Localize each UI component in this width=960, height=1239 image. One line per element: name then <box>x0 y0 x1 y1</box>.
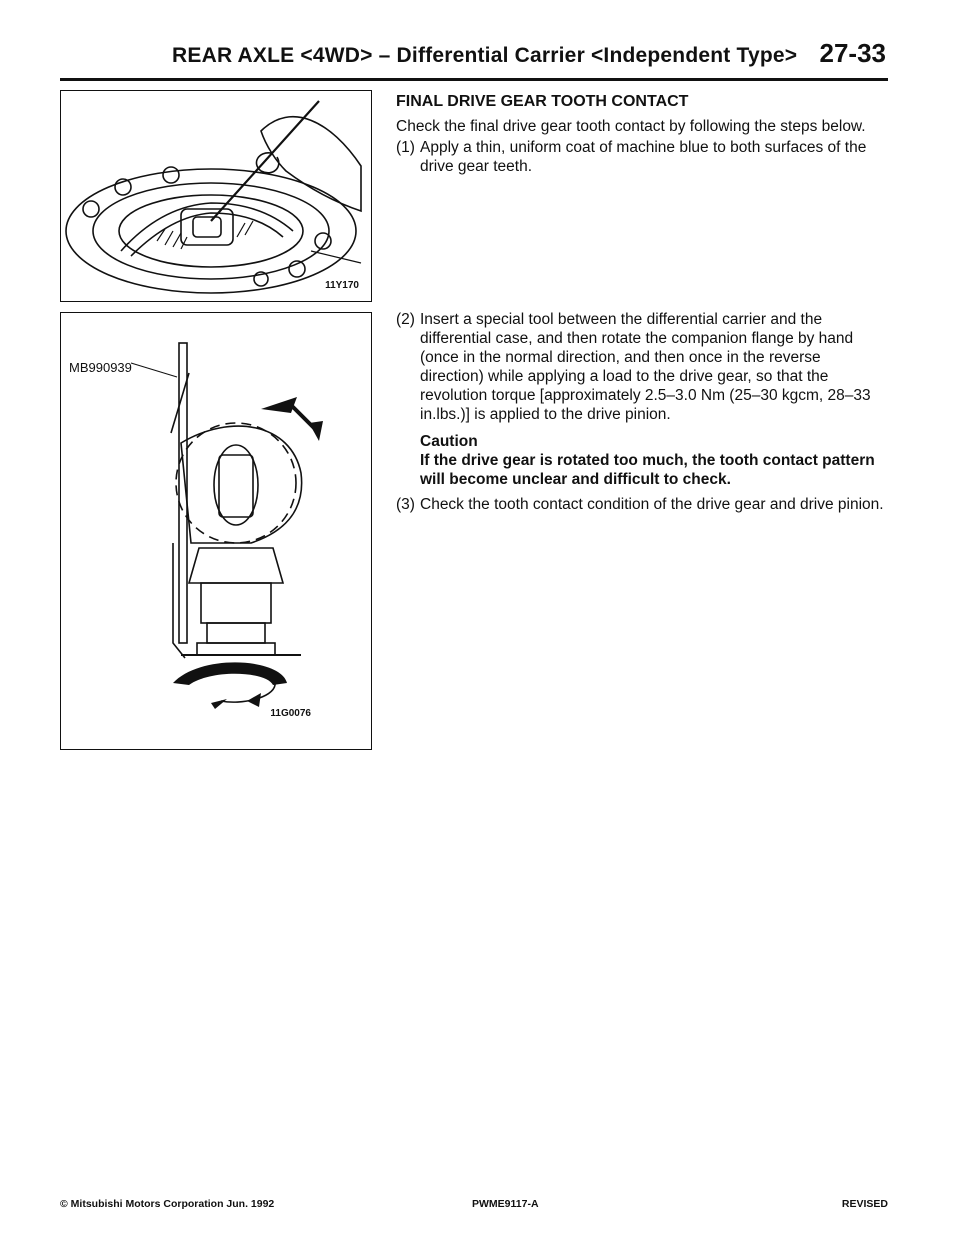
figure2-code: 11G0076 <box>270 708 311 719</box>
page-header <box>60 38 888 81</box>
figure-special-tool <box>60 312 372 750</box>
page-number: 27-33 <box>819 38 886 68</box>
footer-copyright: © Mitsubishi Motors Corporation Jun. 1992 <box>60 1198 275 1210</box>
tool-label: MB990939 <box>69 360 132 375</box>
step-text: Apply a thin, uniform coat of machine blue to both surfaces of the drive gear teeth. <box>420 139 867 175</box>
header-title: REAR AXLE <4WD> – Differential Carrier <Independent Type> <box>172 44 798 67</box>
step-2 <box>396 310 888 424</box>
gear-coating-illustration <box>61 91 371 301</box>
section-heading: FINAL DRIVE GEAR TOOTH CONTACT <box>396 93 689 110</box>
step-text: Insert a special tool between the differential carrier and the differential case, and then rotate the companion flange by hand (once in the normal direction, and then once in the reverse direction) while applying a load to the drive gear, so that the revolution torque [approximately 2.5–3.0 Nm (25–30 kgcm, 28–33 in.lbs.)] is applied to the drive pinion. <box>420 311 871 423</box>
special-tool-illustration <box>61 313 371 749</box>
caution-title: Caution <box>420 433 478 450</box>
footer-status: REVISED <box>841 1198 888 1210</box>
step-number: (1) <box>396 139 415 156</box>
figure-gear-coating <box>60 90 372 302</box>
step-text: Check the tooth contact condition of the drive gear and drive pinion. <box>420 496 884 513</box>
figure1-code: 11Y170 <box>325 280 359 291</box>
section-steps-continued <box>396 310 888 514</box>
section-intro: Check the final drive gear tooth contact by following the steps below. <box>396 118 866 135</box>
step-3 <box>396 495 888 514</box>
footer-doc-code: PWME9117-A <box>472 1198 539 1210</box>
caution-text: If the drive gear is rotated too much, the tooth contact pattern will become unclear and difficult to check. <box>420 452 875 488</box>
step-1 <box>396 138 888 176</box>
step-number: (3) <box>396 496 415 513</box>
section-body <box>396 92 888 176</box>
step-number: (2) <box>396 311 415 328</box>
